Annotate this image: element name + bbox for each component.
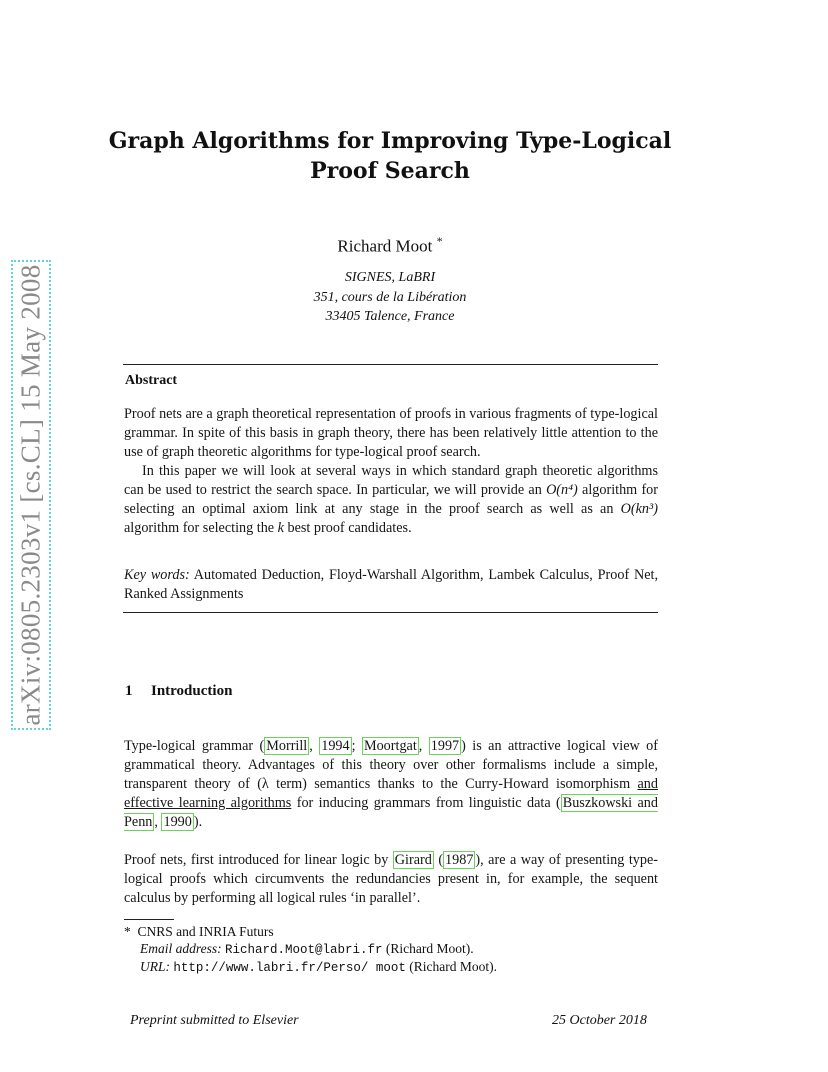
abstract-paragraph-1: Proof nets are a graph theoretical representation of proofs in various fragments of type-logical grammar. In spite of this basis in graph theory, there has been relatively little attention to the use of graph theoretic algorithms for type-logical proof search. <box>124 406 658 460</box>
intro-text: ). <box>193 814 203 830</box>
abstract-body <box>124 405 658 538</box>
intro-text: ) is an attractive logical view of grammatical theory. Advantages of this theory over other formalisms include a simple, transparent theory of (λ term) semantics thanks to the Curry-Howard isomorphism <box>124 738 658 792</box>
intro-text: , <box>418 738 429 754</box>
intro-text: , <box>309 738 320 754</box>
intro-text: for inducing grammars from linguistic data ( <box>291 795 561 811</box>
abstract-text: In this paper we will look at several ways in which standard graph theoretic algorithms can be used to restrict the search space. In particular, we will provide an <box>124 463 658 498</box>
section-title: Introduction <box>151 683 233 699</box>
title-line-2: Proof Search <box>310 158 470 184</box>
footnote-mark: * <box>124 924 131 939</box>
url-owner: (Richard Moot). <box>405 959 498 974</box>
abstract-text: algorithm for selecting an optimal axiom link at any stage in the proof search as well as an <box>124 482 658 517</box>
intro-text-underlined: and effective learning algorithms <box>124 776 658 811</box>
abstract-heading: Abstract <box>125 373 178 388</box>
affiliation-line-1: SIGNES, LaBRI <box>344 270 436 285</box>
math-complexity-kn3: O(kn³) <box>620 501 658 517</box>
intro-text: , <box>154 814 162 830</box>
intro-paragraph-2 <box>124 851 658 908</box>
url-link[interactable]: http://www.labri.fr/Perso/ moot <box>173 961 406 975</box>
affiliation-line-2: 351, cours de la Libération <box>313 290 467 305</box>
intro-text: ( <box>433 852 444 868</box>
citation-year-1997[interactable]: 1997 <box>430 738 460 754</box>
arxiv-identifier-stamp[interactable] <box>11 260 51 730</box>
citation-year-1994[interactable]: 1994 <box>321 738 350 754</box>
math-k: k <box>277 520 284 536</box>
author-name-text: Richard Moot <box>337 236 433 256</box>
abstract-paragraph-2 <box>124 462 658 538</box>
keywords <box>124 566 658 604</box>
section-heading <box>125 683 232 700</box>
intro-text: Type-logical grammar ( <box>124 738 265 754</box>
keywords-label: Key words: <box>124 567 190 583</box>
intro-text: ), are a way of presenting type-logical proofs which circumvents the redundancies present in, for example, the sequent calculus by performing all logical rules ‘in parallel’. <box>124 852 658 906</box>
intro-paragraph-1 <box>124 737 658 832</box>
math-complexity-n4: O(n⁴) <box>546 482 578 498</box>
keywords-list: Automated Deduction, Floyd-Warshall Algorithm, Lambek Calculus, Proof Net, Ranked Assignments <box>124 567 658 602</box>
arxiv-identifier-text: arXiv:0805.2303v1 [cs.CL] 15 May 2008 <box>15 264 46 726</box>
intro-text: Proof nets, first introduced for linear logic by <box>124 852 393 868</box>
affiliation-line-3: 33405 Talence, France <box>325 309 455 324</box>
abstract-text: best proof candidates. <box>283 520 412 536</box>
title-line-1: Graph Algorithms for Improving Type-Logical <box>108 128 672 154</box>
citation-year-1987[interactable]: 1987 <box>445 852 474 868</box>
abstract-bottom-rule <box>123 612 658 613</box>
author-name <box>100 234 680 257</box>
citation-moortgat[interactable]: Moortgat <box>363 738 417 754</box>
footnote-affiliation <box>124 924 274 940</box>
email-label: Email address: <box>140 941 222 956</box>
citation-morrill[interactable]: Morrill <box>266 738 308 754</box>
footnote-email <box>140 941 474 957</box>
citation-girard[interactable]: Girard <box>394 852 432 868</box>
footer-date: 25 October 2018 <box>552 1013 647 1028</box>
citation-year-1990[interactable]: 1990 <box>163 814 192 830</box>
email-address[interactable]: Richard.Moot@labri.fr <box>225 943 383 957</box>
footer-preprint-note: Preprint submitted to Elsevier <box>130 1013 299 1028</box>
intro-text: ; <box>351 738 362 754</box>
email-owner: (Richard Moot). <box>382 941 474 956</box>
footnote-rule <box>124 919 174 920</box>
abstract-text: algorithm for selecting the <box>124 520 278 536</box>
author-footnote-mark[interactable]: * <box>436 234 443 248</box>
footnote-affiliation-text: CNRS and INRIA Futurs <box>137 924 274 939</box>
paper-title <box>100 126 680 186</box>
abstract-top-rule <box>123 364 658 365</box>
footnote-url <box>140 959 497 975</box>
section-number: 1 <box>125 683 133 699</box>
citation-buszkowski-penn[interactable]: Buszkowski and Penn <box>124 795 658 830</box>
url-label: URL: <box>140 959 170 974</box>
